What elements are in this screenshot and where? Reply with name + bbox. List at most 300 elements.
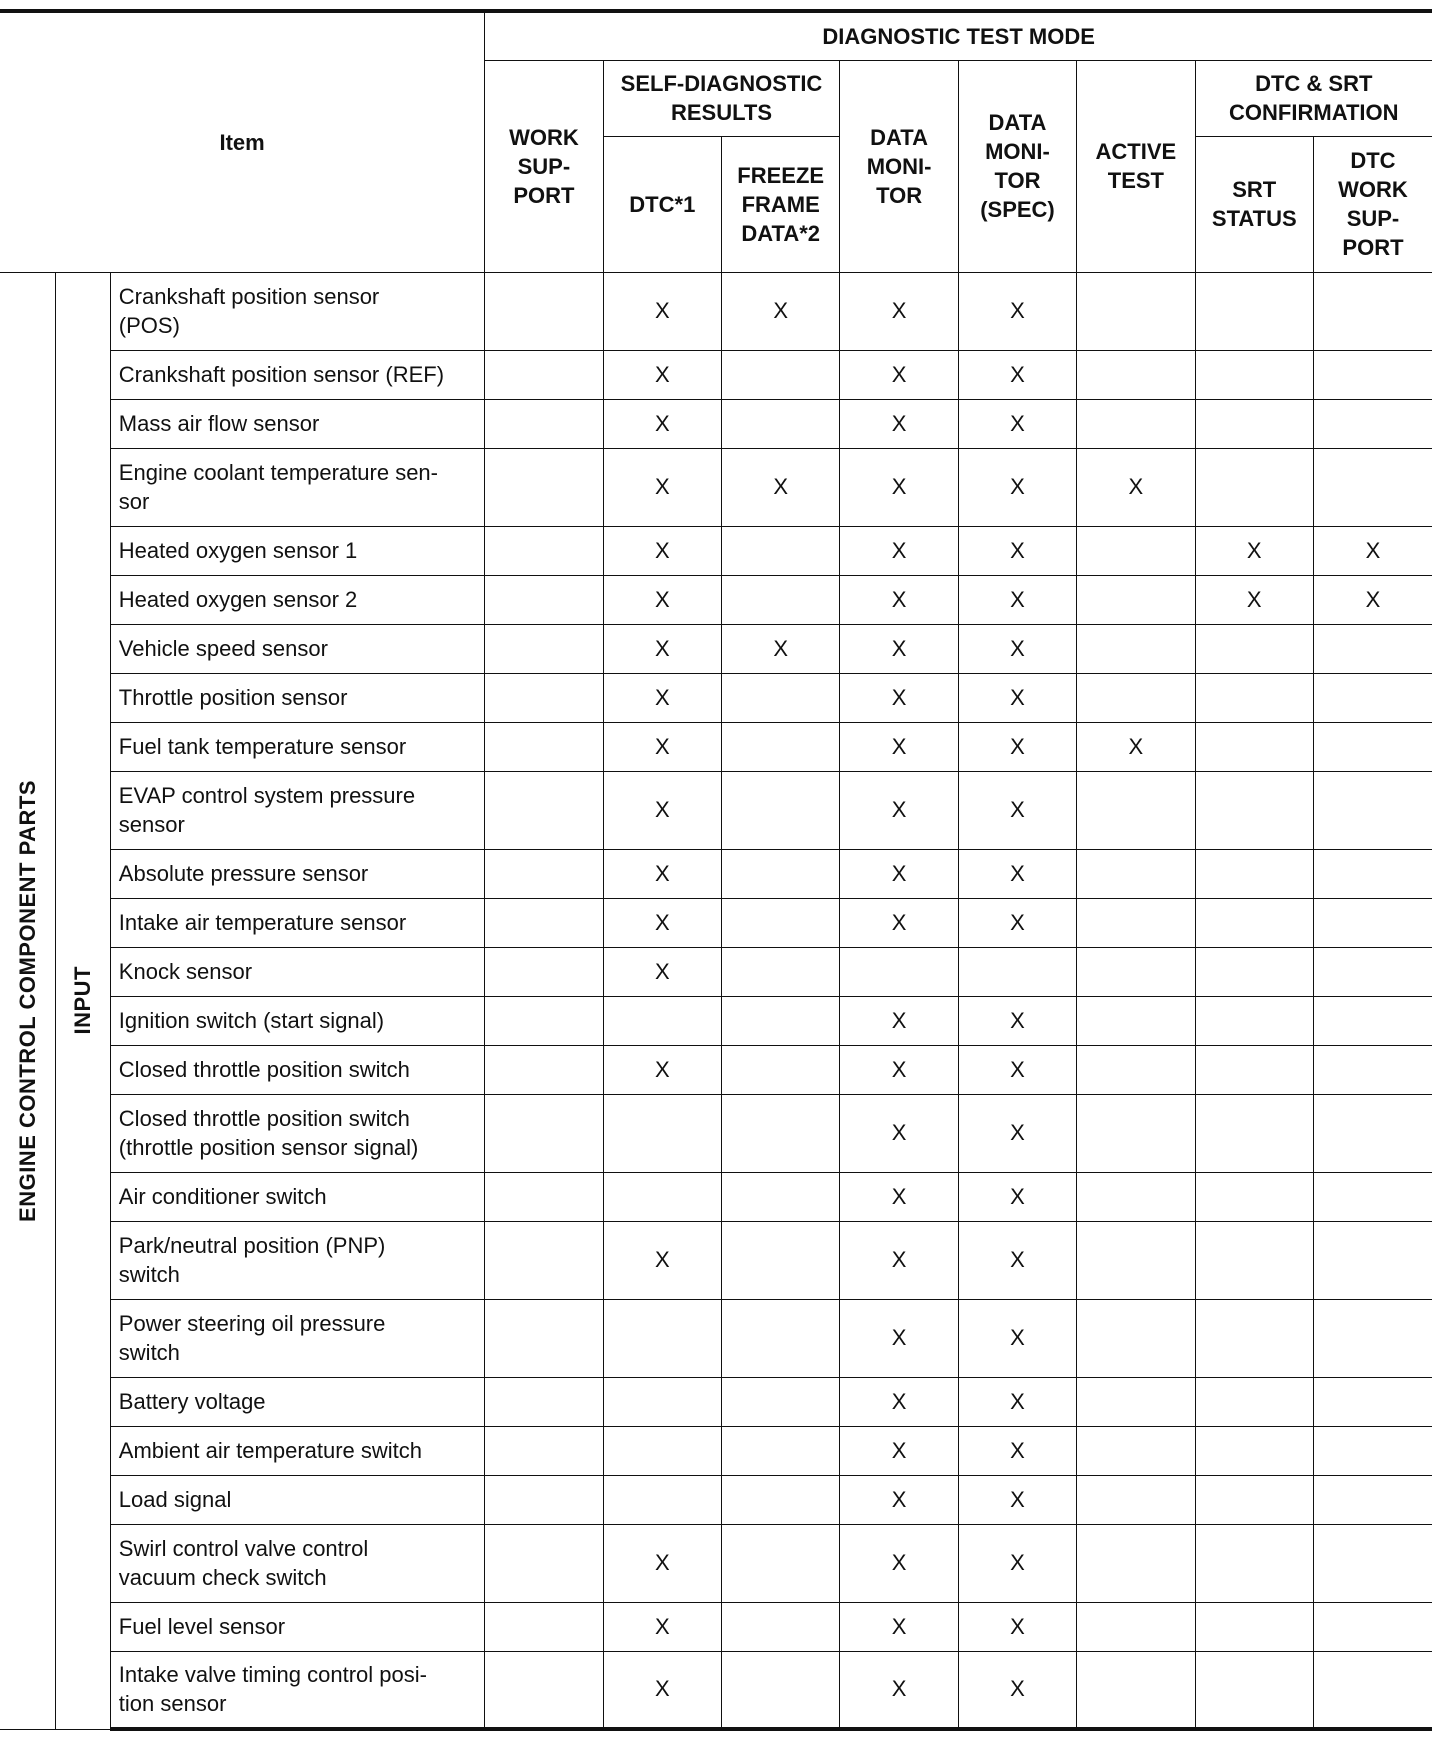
item-name-line: Air conditioner switch [118, 1184, 327, 1209]
srt-status-mark: X [1195, 526, 1313, 575]
work-support-mark [485, 1221, 603, 1299]
work-support-mark [485, 1426, 603, 1475]
data-monitor-spec-mark: X [958, 1426, 1076, 1475]
freeze-frame-mark [722, 898, 840, 947]
input-group-cell [56, 272, 111, 1729]
header-line: SUP- [1346, 206, 1400, 231]
active-test-mark [1077, 1475, 1195, 1524]
header-line: SUP- [517, 153, 571, 179]
data-monitor-spec-mark: X [958, 1221, 1076, 1299]
data-monitor-mark: X [840, 272, 958, 350]
data-monitor-mark: X [840, 1426, 958, 1475]
dtc-mark: X [603, 1045, 721, 1094]
dtc-mark: X [603, 399, 721, 448]
srt-status-mark [1195, 1045, 1313, 1094]
item-name-line: Swirl control valve control [118, 1536, 369, 1561]
srt-status-mark [1195, 1299, 1313, 1377]
table-row [0, 1524, 1432, 1602]
active-test-mark [1077, 1377, 1195, 1426]
freeze-frame-mark [722, 1299, 840, 1377]
item-name-cell [110, 1094, 484, 1172]
dtc-mark: X [603, 1602, 721, 1651]
work-support-mark [485, 722, 603, 771]
header-line: ACTIVE [1095, 139, 1177, 164]
srt-status-mark [1195, 624, 1313, 673]
data-monitor-mark: X [840, 849, 958, 898]
work-support-mark [485, 526, 603, 575]
dtc-mark: X [603, 350, 721, 399]
dtc-mark [603, 1172, 721, 1221]
table-row [0, 947, 1432, 996]
active-test-mark [1077, 947, 1195, 996]
active-test-mark [1077, 849, 1195, 898]
table-row [0, 1602, 1432, 1651]
data-monitor-spec-mark: X [958, 996, 1076, 1045]
item-name-line: (throttle position sensor signal) [118, 1135, 419, 1160]
header-line: DTC [1350, 148, 1396, 173]
item-name-cell [110, 399, 484, 448]
item-name-line: switch [118, 1262, 180, 1287]
dtc-mark: X [603, 575, 721, 624]
dtc-work-support-mark [1313, 849, 1432, 898]
dtc-work-support-mark: X [1313, 526, 1432, 575]
active-test-mark [1077, 399, 1195, 448]
data-monitor-spec-mark: X [958, 1475, 1076, 1524]
item-name-line: Park/neutral position (PNP) [118, 1233, 386, 1258]
data-monitor-mark: X [840, 526, 958, 575]
freeze-frame-mark [722, 1524, 840, 1602]
table-row [0, 1045, 1432, 1094]
header-line: DATA [870, 124, 928, 150]
dtc-mark: X [603, 849, 721, 898]
active-test-mark [1077, 1426, 1195, 1475]
dtc-work-support-mark [1313, 1651, 1432, 1729]
freeze-frame-mark [722, 771, 840, 849]
item-name-cell [110, 1524, 484, 1602]
data-monitor-spec-mark: X [958, 1524, 1076, 1602]
table-row [0, 624, 1432, 673]
item-name-line: Engine coolant temperature sen- [118, 460, 438, 485]
dtc-mark [603, 1094, 721, 1172]
table-row [0, 996, 1432, 1045]
srt-status-header [1195, 136, 1313, 272]
freeze-frame-data-header [722, 136, 840, 272]
dtc-mark: X [603, 1651, 721, 1729]
srt-status-mark: X [1195, 575, 1313, 624]
item-name-line: Intake valve timing control posi- [118, 1662, 427, 1688]
item-name-line: (POS) [118, 313, 180, 338]
table-row [0, 849, 1432, 898]
item-name-line: tion sensor [118, 1691, 227, 1717]
item-name-cell [110, 1172, 484, 1221]
work-support-mark [485, 996, 603, 1045]
srt-status-mark [1195, 1475, 1313, 1524]
data-monitor-mark: X [840, 1651, 958, 1729]
work-support-mark [485, 1299, 603, 1377]
header-line: CONFIRMATION [1229, 100, 1399, 125]
dtc-mark: X [603, 947, 721, 996]
item-name-line: sor [118, 489, 150, 514]
item-name-cell [110, 526, 484, 575]
dtc-mark: X [603, 272, 721, 350]
active-test-mark: X [1077, 448, 1195, 526]
data-monitor-mark: X [840, 673, 958, 722]
data-monitor-mark: X [840, 1524, 958, 1602]
header-line: MONI- [866, 153, 932, 179]
srt-status-mark [1195, 350, 1313, 399]
item-name-cell [110, 673, 484, 722]
freeze-frame-mark [722, 996, 840, 1045]
srt-status-mark [1195, 947, 1313, 996]
active-test-mark [1077, 1045, 1195, 1094]
item-name-line: Load signal [118, 1487, 232, 1512]
header-line: TOR [994, 168, 1041, 193]
dtc-work-support-mark [1313, 771, 1432, 849]
data-monitor-spec-mark: X [958, 575, 1076, 624]
data-monitor-spec-mark: X [958, 722, 1076, 771]
item-name-line: sensor [118, 812, 185, 837]
work-support-mark [485, 1094, 603, 1172]
active-test-mark [1077, 624, 1195, 673]
item-name-line: Intake air temperature sensor [118, 910, 407, 935]
item-name-cell [110, 1426, 484, 1475]
work-support-mark [485, 898, 603, 947]
active-test-mark [1077, 1602, 1195, 1651]
item-name-cell [110, 771, 484, 849]
work-support-header [485, 60, 603, 272]
table-row [0, 399, 1432, 448]
data-monitor-spec-mark: X [958, 448, 1076, 526]
freeze-frame-mark [722, 1221, 840, 1299]
table-row [0, 771, 1432, 849]
freeze-frame-mark [722, 350, 840, 399]
table-row [0, 350, 1432, 399]
srt-status-mark [1195, 1377, 1313, 1426]
dtc-work-support-mark [1313, 1475, 1432, 1524]
item-name-line: Heated oxygen sensor 2 [118, 587, 358, 612]
dtc-mark: X [603, 448, 721, 526]
data-monitor-spec-mark: X [958, 1299, 1076, 1377]
freeze-frame-mark [722, 722, 840, 771]
srt-status-mark [1195, 399, 1313, 448]
header-line: TOR [876, 182, 923, 208]
data-monitor-spec-mark: X [958, 350, 1076, 399]
engine-control-component-parts-label: ENGINE CONTROL COMPONENT PARTS [14, 779, 40, 1222]
table-row [0, 575, 1432, 624]
freeze-frame-mark [722, 1651, 840, 1729]
data-monitor-mark: X [840, 1475, 958, 1524]
dtc-work-support-mark [1313, 624, 1432, 673]
freeze-frame-mark [722, 1094, 840, 1172]
header-line: FRAME [741, 191, 820, 217]
data-monitor-spec-mark: X [958, 771, 1076, 849]
item-name-line: Mass air flow sensor [118, 411, 320, 436]
freeze-frame-mark [722, 1172, 840, 1221]
data-monitor-spec-mark: X [958, 526, 1076, 575]
data-monitor-mark: X [840, 1221, 958, 1299]
table-row [0, 1221, 1432, 1299]
work-support-mark [485, 1045, 603, 1094]
dtc-mark: X [603, 1524, 721, 1602]
table-body [0, 272, 1432, 1729]
header-line: RESULTS [670, 100, 773, 125]
header-line: STATUS [1211, 206, 1297, 231]
active-test-mark [1077, 898, 1195, 947]
data-monitor-mark: X [840, 771, 958, 849]
srt-status-mark [1195, 1426, 1313, 1475]
item-name-line: Crankshaft position sensor [118, 284, 380, 309]
item-name-cell [110, 272, 484, 350]
item-name-cell [110, 575, 484, 624]
header-line: PORT [1342, 235, 1404, 260]
item-name-cell [110, 624, 484, 673]
freeze-frame-mark [722, 1377, 840, 1426]
dtc-mark [603, 1475, 721, 1524]
header-line: DTC & SRT [1255, 71, 1373, 96]
dtc-mark [603, 1377, 721, 1426]
table-row [0, 673, 1432, 722]
srt-status-mark [1195, 1221, 1313, 1299]
data-monitor-mark: X [840, 1094, 958, 1172]
srt-status-mark [1195, 996, 1313, 1045]
dtc-mark: X [603, 673, 721, 722]
freeze-frame-mark: X [722, 272, 840, 350]
active-test-header [1077, 60, 1195, 272]
freeze-frame-mark: X [722, 624, 840, 673]
dtc-work-support-mark [1313, 1299, 1432, 1377]
dtc-work-support-mark [1313, 673, 1432, 722]
item-name-line: Throttle position sensor [118, 685, 348, 710]
active-test-mark [1077, 272, 1195, 350]
item-name-line: Closed throttle position switch [118, 1106, 410, 1131]
item-name-line: Crankshaft position sensor (REF) [118, 362, 445, 387]
item-name-line: Closed throttle position switch [118, 1057, 410, 1082]
freeze-frame-mark [722, 849, 840, 898]
dtc-work-support-mark [1313, 1602, 1432, 1651]
srt-status-mark [1195, 849, 1313, 898]
item-name-cell [110, 849, 484, 898]
freeze-frame-mark [722, 947, 840, 996]
table-row [0, 1094, 1432, 1172]
data-monitor-spec-mark: X [958, 1172, 1076, 1221]
work-support-mark [485, 849, 603, 898]
active-test-mark [1077, 996, 1195, 1045]
table-row [0, 1426, 1432, 1475]
active-test-mark: X [1077, 722, 1195, 771]
header-line: SELF-DIAGNOSTIC [620, 71, 823, 96]
item-name-cell [110, 1475, 484, 1524]
self-diagnostic-results-header [603, 60, 840, 136]
work-support-mark [485, 947, 603, 996]
work-support-mark [485, 624, 603, 673]
item-column-header: Item [0, 11, 485, 272]
table-row [0, 1651, 1432, 1729]
freeze-frame-mark [722, 1602, 840, 1651]
active-test-mark [1077, 1524, 1195, 1602]
freeze-frame-mark [722, 399, 840, 448]
srt-status-mark [1195, 1524, 1313, 1602]
table-row [0, 1172, 1432, 1221]
data-monitor-mark: X [840, 1602, 958, 1651]
data-monitor-spec-mark: X [958, 1094, 1076, 1172]
dtc-work-support-mark [1313, 448, 1432, 526]
srt-status-mark [1195, 1651, 1313, 1729]
work-support-mark [485, 350, 603, 399]
item-name-cell [110, 722, 484, 771]
dtc-header: DTC*1 [603, 136, 721, 272]
active-test-mark [1077, 771, 1195, 849]
work-support-mark [485, 1651, 603, 1729]
work-support-mark [485, 1524, 603, 1602]
diagnostic-test-mode-table [0, 9, 1432, 1731]
data-monitor-spec-mark: X [958, 624, 1076, 673]
active-test-mark [1077, 1172, 1195, 1221]
dtc-mark: X [603, 898, 721, 947]
dtc-work-support-mark [1313, 947, 1432, 996]
item-name-cell [110, 1045, 484, 1094]
data-monitor-spec-mark: X [958, 849, 1076, 898]
table-row [0, 526, 1432, 575]
dtc-mark [603, 996, 721, 1045]
work-support-mark [485, 575, 603, 624]
freeze-frame-mark [722, 673, 840, 722]
active-test-mark [1077, 1651, 1195, 1729]
dtc-work-support-mark [1313, 1172, 1432, 1221]
data-monitor-mark: X [840, 575, 958, 624]
item-name-cell [110, 996, 484, 1045]
dtc-work-support-mark [1313, 272, 1432, 350]
item-name-line: vacuum check switch [118, 1565, 327, 1590]
data-monitor-spec-mark: X [958, 399, 1076, 448]
table-row [0, 1475, 1432, 1524]
item-name-line: Knock sensor [118, 959, 253, 984]
header-line: FREEZE [737, 162, 825, 188]
header-line: TEST [1107, 168, 1164, 193]
dtc-work-support-mark [1313, 1426, 1432, 1475]
dtc-work-support-mark [1313, 1377, 1432, 1426]
work-support-mark [485, 448, 603, 526]
table-row [0, 272, 1432, 350]
work-support-mark [485, 272, 603, 350]
data-monitor-mark: X [840, 996, 958, 1045]
data-monitor-mark [840, 947, 958, 996]
dtc-work-support-mark [1313, 399, 1432, 448]
engine-control-group-cell [0, 272, 56, 1729]
data-monitor-spec-mark: X [958, 1651, 1076, 1729]
item-name-line: Battery voltage [118, 1389, 266, 1414]
data-monitor-mark: X [840, 1377, 958, 1426]
work-support-mark [485, 1602, 603, 1651]
data-monitor-mark: X [840, 624, 958, 673]
table-row [0, 722, 1432, 771]
header-line: (SPEC) [980, 197, 1055, 222]
item-name-cell [110, 1377, 484, 1426]
dtc-mark [603, 1426, 721, 1475]
dtc-work-support-mark [1313, 1221, 1432, 1299]
dtc-work-support-mark [1313, 722, 1432, 771]
data-monitor-spec-mark: X [958, 673, 1076, 722]
dtc-mark: X [603, 722, 721, 771]
item-name-cell [110, 947, 484, 996]
work-support-mark [485, 399, 603, 448]
data-monitor-spec-mark: X [958, 898, 1076, 947]
srt-status-mark [1195, 898, 1313, 947]
data-monitor-mark: X [840, 350, 958, 399]
dtc-mark [603, 1299, 721, 1377]
work-support-mark [485, 1377, 603, 1426]
active-test-mark [1077, 673, 1195, 722]
dtc-mark: X [603, 1221, 721, 1299]
data-monitor-header [840, 60, 958, 272]
work-support-mark [485, 1172, 603, 1221]
data-monitor-spec-mark: X [958, 1377, 1076, 1426]
data-monitor-spec-header [958, 60, 1076, 272]
data-monitor-mark: X [840, 1172, 958, 1221]
dtc-mark: X [603, 526, 721, 575]
active-test-mark [1077, 1094, 1195, 1172]
item-name-line: Fuel tank temperature sensor [118, 734, 407, 759]
freeze-frame-mark [722, 526, 840, 575]
table-row [0, 448, 1432, 526]
item-name-cell [110, 1299, 484, 1377]
dtc-srt-confirmation-header [1195, 60, 1432, 136]
item-name-line: EVAP control system pressure [118, 783, 416, 808]
header-line: WORK [509, 124, 579, 150]
freeze-frame-mark [722, 1475, 840, 1524]
srt-status-mark [1195, 1172, 1313, 1221]
dtc-work-support-mark [1313, 996, 1432, 1045]
data-monitor-mark: X [840, 898, 958, 947]
dtc-work-support-header [1313, 136, 1432, 272]
item-name-cell [110, 1602, 484, 1651]
freeze-frame-mark [722, 575, 840, 624]
table-row [0, 1299, 1432, 1377]
srt-status-mark [1195, 1094, 1313, 1172]
item-name-line: Ignition switch (start signal) [118, 1008, 385, 1033]
work-support-mark [485, 1475, 603, 1524]
data-monitor-mark: X [840, 399, 958, 448]
item-name-line: Ambient air temperature switch [118, 1438, 423, 1463]
data-monitor-mark: X [840, 722, 958, 771]
item-name-cell [110, 1651, 484, 1729]
header-line: WORK [1338, 177, 1408, 202]
dtc-mark: X [603, 771, 721, 849]
srt-status-mark [1195, 771, 1313, 849]
active-test-mark [1077, 575, 1195, 624]
item-name-cell [110, 898, 484, 947]
data-monitor-spec-mark: X [958, 1045, 1076, 1094]
dtc-work-support-mark [1313, 1094, 1432, 1172]
srt-status-mark [1195, 1602, 1313, 1651]
dtc-work-support-mark [1313, 350, 1432, 399]
srt-status-mark [1195, 722, 1313, 771]
data-monitor-mark: X [840, 1045, 958, 1094]
item-name-line: Vehicle speed sensor [118, 636, 328, 661]
header-line: DATA*2 [741, 220, 821, 246]
header-line: DATA [988, 110, 1047, 135]
dtc-work-support-mark [1313, 898, 1432, 947]
dtc-work-support-mark: X [1313, 575, 1432, 624]
freeze-frame-mark [722, 1426, 840, 1475]
item-name-line: Absolute pressure sensor [118, 861, 369, 886]
item-name-line: switch [118, 1340, 180, 1365]
item-name-line: Power steering oil pressure [118, 1311, 386, 1336]
header-line: MONI- [985, 139, 1050, 164]
freeze-frame-mark [722, 1045, 840, 1094]
header-line: PORT [513, 182, 575, 208]
dtc-work-support-mark [1313, 1524, 1432, 1602]
data-monitor-spec-mark [958, 947, 1076, 996]
